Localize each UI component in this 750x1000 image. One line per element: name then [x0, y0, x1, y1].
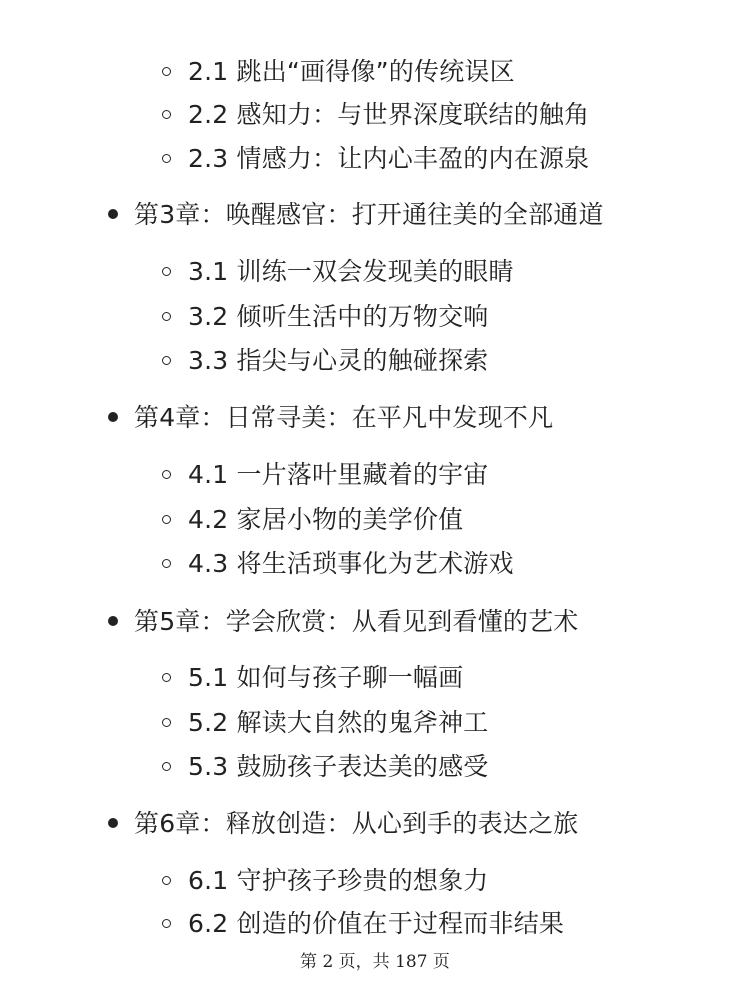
toc-section-label: 5.2 解读大自然的鬼斧神工: [188, 708, 489, 737]
toc-chapter-label: 第4章：日常寻美：在平凡中发现不凡: [134, 403, 554, 432]
toc-section-5-1[interactable]: [162, 661, 463, 695]
toc-section-label: 5.3 鼓励孩子表达美的感受: [188, 752, 489, 781]
toc-section-label: 4.2 家居小物的美学价值: [188, 505, 464, 534]
toc-section-6-2[interactable]: [162, 907, 564, 941]
toc-chapter-5[interactable]: [108, 605, 579, 639]
toc-section-4-1[interactable]: [162, 458, 489, 492]
solid-bullet-icon: [108, 209, 118, 219]
toc-section-label: 2.2 感知力：与世界深度联结的触角: [188, 100, 590, 129]
hollow-bullet-icon: [162, 762, 171, 771]
toc-chapter-label: 第3章：唤醒感官：打开通往美的全部通道: [134, 200, 604, 229]
hollow-bullet-icon: [162, 919, 171, 928]
toc-section-label: 3.3 指尖与心灵的触碰探索: [188, 346, 489, 375]
toc-section-label: 6.2 创造的价值在于过程而非结果: [188, 909, 565, 938]
hollow-bullet-icon: [162, 67, 171, 76]
toc-section-6-1[interactable]: [162, 864, 489, 898]
toc-section-2-2[interactable]: [162, 98, 589, 132]
hollow-bullet-icon: [162, 470, 171, 479]
toc-section-label: 2.3 情感力：让内心丰盈的内在源泉: [188, 144, 590, 173]
hollow-bullet-icon: [162, 515, 171, 524]
hollow-bullet-icon: [162, 267, 171, 276]
hollow-bullet-icon: [162, 559, 171, 568]
toc-section-4-3[interactable]: [162, 547, 514, 581]
hollow-bullet-icon: [162, 154, 171, 163]
toc-section-label: 2.1 跳出“画得像”的传统误区: [188, 57, 515, 86]
toc-section-label: 4.3 将生活琐事化为艺术游戏: [188, 549, 514, 578]
toc-section-3-3[interactable]: [162, 344, 489, 378]
toc-section-label: 5.1 如何与孩子聊一幅画: [188, 663, 464, 692]
hollow-bullet-icon: [162, 673, 171, 682]
toc-section-label: 3.2 倾听生活中的万物交响: [188, 302, 489, 331]
toc-section-2-3[interactable]: [162, 142, 589, 176]
toc-chapter-3[interactable]: [108, 198, 604, 232]
page-number-footer: 第 2 页，共 187 页: [300, 952, 450, 972]
toc-section-label: 3.1 训练一双会发现美的眼睛: [188, 257, 514, 286]
hollow-bullet-icon: [162, 876, 171, 885]
toc-section-2-1[interactable]: [162, 55, 515, 89]
solid-bullet-icon: [108, 818, 118, 828]
hollow-bullet-icon: [162, 110, 171, 119]
toc-chapter-4[interactable]: [108, 401, 553, 435]
hollow-bullet-icon: [162, 718, 171, 727]
solid-bullet-icon: [108, 412, 118, 422]
toc-section-label: 6.1 守护孩子珍贵的想象力: [188, 866, 489, 895]
hollow-bullet-icon: [162, 312, 171, 321]
toc-section-4-2[interactable]: [162, 503, 463, 537]
solid-bullet-icon: [108, 616, 118, 626]
toc-section-label: 4.1 一片落叶里藏着的宇宙: [188, 460, 489, 489]
toc-section-3-2[interactable]: [162, 300, 489, 334]
toc-section-3-1[interactable]: [162, 255, 514, 289]
toc-section-5-3[interactable]: [162, 750, 489, 784]
toc-chapter-label: 第6章：释放创造：从心到手的表达之旅: [134, 809, 579, 838]
toc-chapter-6[interactable]: [108, 807, 579, 841]
toc-section-5-2[interactable]: [162, 706, 489, 740]
hollow-bullet-icon: [162, 356, 171, 365]
toc-chapter-label: 第5章：学会欣赏：从看见到看懂的艺术: [134, 607, 579, 636]
